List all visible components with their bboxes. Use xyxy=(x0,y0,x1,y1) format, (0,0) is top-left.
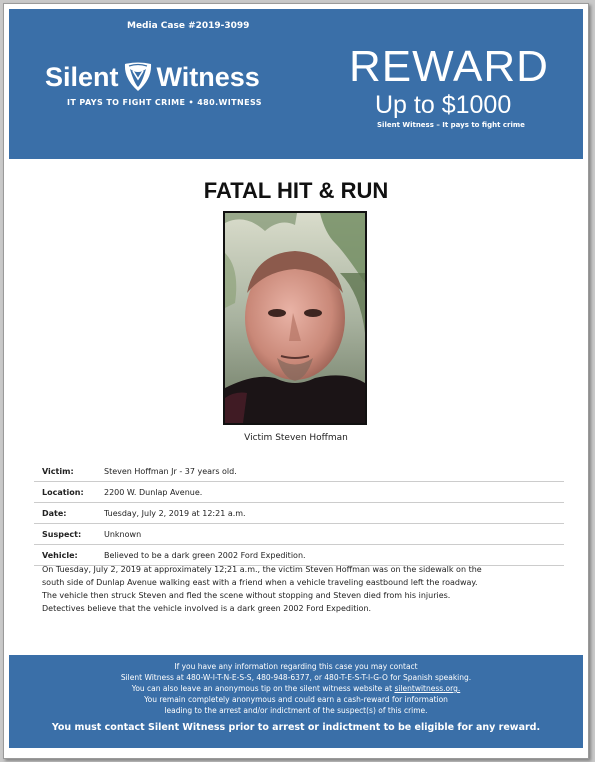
detail-label: Victim: xyxy=(42,466,74,476)
brand-word-witness: Witness xyxy=(156,61,260,92)
detail-label: Vehicle: xyxy=(42,550,78,560)
brand-tagline: IT PAYS TO FIGHT CRIME • 480.WITNESS xyxy=(67,98,262,107)
victim-photo xyxy=(223,211,367,425)
reward-subtitle: Silent Witness – It pays to fight crime xyxy=(377,121,525,129)
footer-line-5: leading to the arrest and/or indictment of the suspect(s) of this crime. xyxy=(164,706,428,715)
footer-line-2: Silent Witness at 480-W-I-T-N-E-S-S, 480-948-6377, or 480-T-E-S-T-I-G-O for Spanish speaking. xyxy=(120,673,472,682)
detail-value: Unknown xyxy=(104,529,142,539)
flyer-page xyxy=(3,3,589,759)
detail-label: Location: xyxy=(42,487,84,497)
detail-row-date xyxy=(34,503,564,524)
narrative-line: On Tuesday, July 2, 2019 at approximately 12;21 a.m., the victim Steven Hoffman was on the sidewalk on the xyxy=(42,565,482,574)
header-banner xyxy=(9,9,583,159)
reward-amount: Up to $1000 xyxy=(375,91,512,119)
detail-row-victim xyxy=(34,461,564,482)
media-case-number: Media Case #2019-3099 xyxy=(127,21,250,31)
footer-line-1: If you have any information regarding this case you may contact xyxy=(174,662,418,671)
footer-line-3-text: You can also leave an anonymous tip on the silent witness website at xyxy=(131,684,395,693)
footer-line-3 xyxy=(9,683,583,694)
shield-eye-icon xyxy=(123,61,153,93)
detail-label: Date: xyxy=(42,508,67,518)
detail-label: Suspect: xyxy=(42,529,82,539)
narrative-line: The vehicle then struck Steven and fled the scene without stopping and Steven died from his injuries. xyxy=(42,591,451,600)
detail-row-location xyxy=(34,482,564,503)
brand-word-silent: Silent xyxy=(45,61,119,92)
detail-value: Steven Hoffman Jr - 37 years old. xyxy=(104,466,237,476)
photo-caption: Victim Steven Hoffman xyxy=(244,433,348,443)
silent-witness-logo xyxy=(45,61,260,93)
website-link[interactable]: silentwitness.org. xyxy=(394,684,461,693)
detail-value: 2200 W. Dunlap Avenue. xyxy=(104,487,203,497)
case-details-table xyxy=(34,461,564,566)
contact-footer xyxy=(9,655,583,748)
detail-row-suspect xyxy=(34,524,564,545)
footer-line-4: You remain completely anonymous and could earn a cash-reward for information xyxy=(144,695,448,704)
footer-eligibility-note: You must contact Silent Witness prior to arrest or indictment to be eligible for any reward. xyxy=(51,722,541,733)
case-narrative xyxy=(42,563,552,615)
detail-value: Believed to be a dark green 2002 Ford Expedition. xyxy=(104,550,306,560)
detail-value: Tuesday, July 2, 2019 at 12:21 a.m. xyxy=(104,508,246,518)
narrative-line: south side of Dunlap Avenue walking east with a friend when a vehicle traveling eastbound left the roadway. xyxy=(42,578,478,587)
reward-title: REWARD xyxy=(349,42,549,91)
narrative-line: Detectives believe that the vehicle involved is a dark green 2002 Ford Expedition. xyxy=(42,604,372,613)
case-title: FATAL HIT & RUN xyxy=(203,178,389,203)
